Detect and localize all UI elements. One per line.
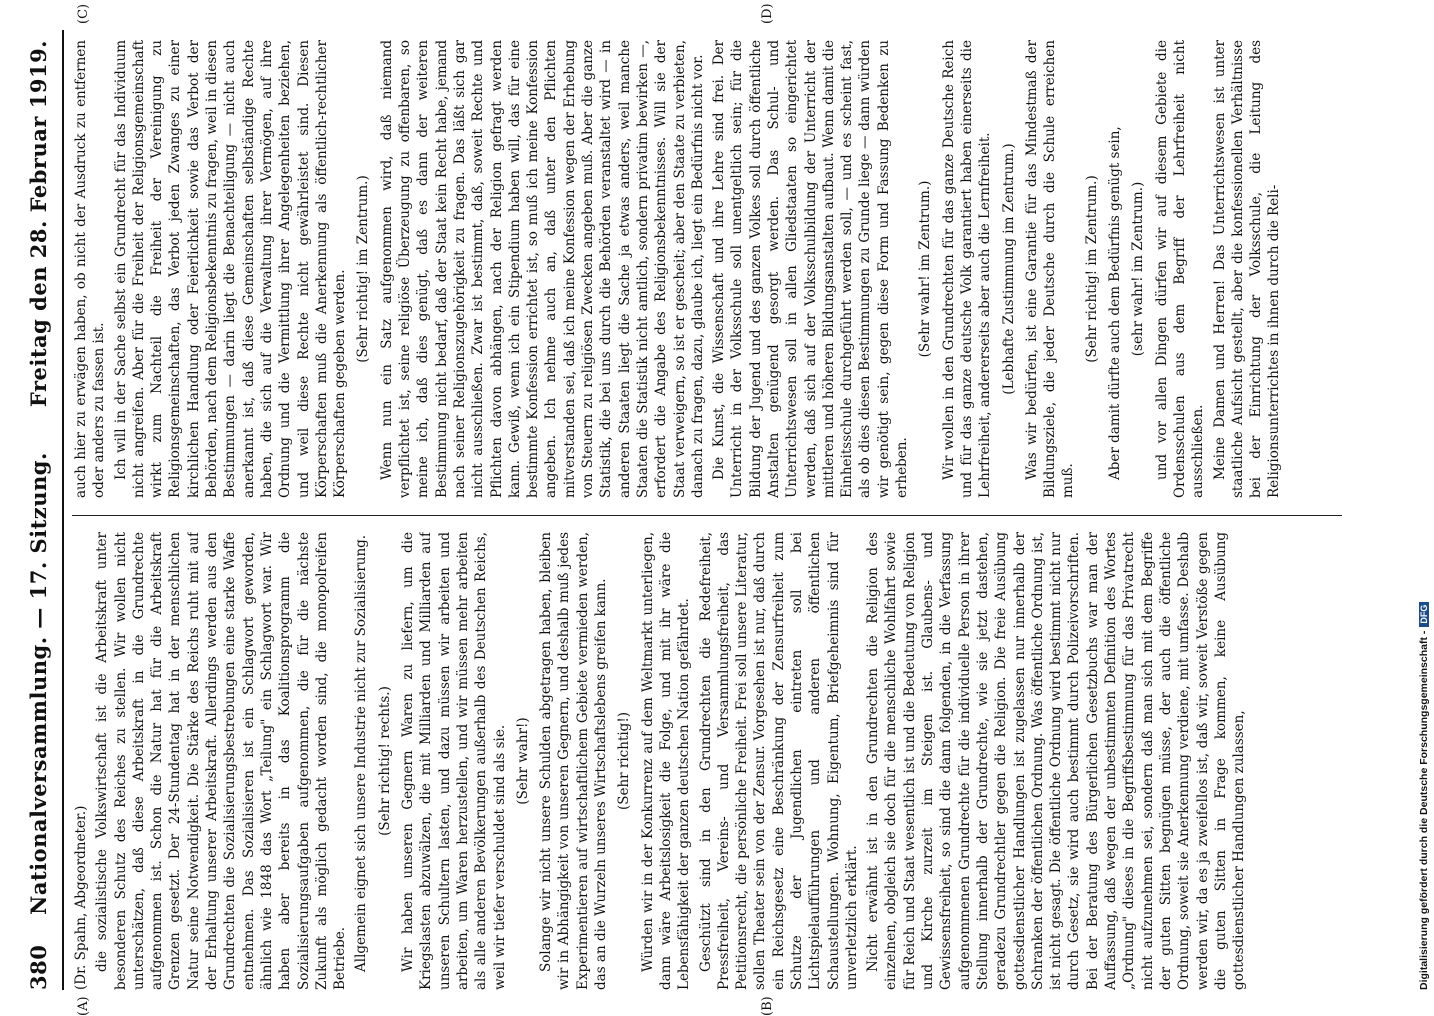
paragraph: Meine Damen und Herren! Das Unterrichtswesen ist unter staatliche Aufsicht gestellt, aber die konfessionellen Verhältnisse bei der Einrichtung der Volksschule, die Leitung des Religionsunterrichtes in ihnen durch die Reli- (1211, 40, 1283, 498)
dfg-logo: DFG (1419, 602, 1429, 627)
paragraph: Allgemein eignet sich unsere Industrie nicht zur Sozialisierung. (353, 534, 370, 972)
paragraph: Würden wir in der Konkurrenz auf dem Weltmarkt unterliegen, dann wäre Arbeitslosigkeit die Folge, und mit ihr wäre die Lebensfähigkeit der ganzen deutschen Nation gefährdet. (639, 532, 693, 990)
text-column-right (72, 40, 1342, 498)
paragraph: Die Kunst, die Wissenschaft und ihre Lehre sind frei. Der Unterricht in der Volksschule soll unentgeltlich sein; für die Bildung der Jugend und des ganzen Volkes soll durch öffentliche Anstalten genügend gesorgt werden. Das Schul- und Unterrichtswesen soll in allen Gliedstaaten so eingerichtet werden, daß sich auf der Volksschulbildung der Unterricht der mittleren und höheren Bildungsanstalten aufbaut. Wenn damit die Einheitsschule durchgeführt werden soll, — und es scheint fast, als ob dies diesen Bestimmungen zu Grunde liege — dann würden wir genötigt sein, gegen diese Form und Fassung Bedenken zu erheben. (711, 40, 911, 498)
paragraph: Ich will in der Sache selbst ein Grundrecht für das Individuum nicht angreifen. Aber für die Freiheit der Religionsgemeinschaft wirkt zum Nachteil die Freiheit der Vereinigung zu Religionsgemeinschaften, das Verbot jeden Zwanges zu einer kirchlichen Handlung oder Feierlichkeit sowie das Verbot der Behörden, nach dem Religionsbekenntnis zu fragen, weil in diesen Bestimmungen — darin liegt die Benachteiligung — nicht auch anerkannt ist, daß diese Gemeinschaften selbständige Rechte haben, die sich auf die Verwaltung ihrer Vermögen, auf ihre Ordnung und die Vermittlung ihrer Angelegenheiten beziehen, und weil diese Rechte nicht gewährleistet sind. Diesen Körperschaften muß die Anerkennung als öffentlich-rechtlicher Körperschaften gegeben werden. (112, 40, 349, 498)
paragraph: auch hier zu erwägen haben, ob nicht der Ausdruck zu entfernen oder anders zu fassen ist. (73, 40, 108, 498)
margin-marker-c: (C) (76, 3, 91, 24)
rotated-page-content (20, 3, 1360, 1016)
paragraph: Nicht erwähnt ist in den Grundrechten die Religion des einzelnen, obgleich sie doch für die menschliche Wohlfahrt sowie für Reich und Staat wesentlich ist und die Bedeutung von Religion und Kirche zurzeit im Steigen ist. Glaubens- und Gewissensfreiheit, so sind die dann folgenden, in die Verfassung aufgenommenen Grundrechte für die individuelle Person in ihrer Stellung innerhalb der Grundrechte, wie sie jetzt dastehen, geradezu Grundrechtler gegen die Religion. Die freie Ausübung gottesdienstlicher Handlungen ist zugelassen nur innerhalb der Schranken der öffentlichen Ordnung. Was öffentliche Ordnung ist, ist nicht gesagt. Die öffentliche Ordnung wird bestimmt nicht nur durch Gesetz, sie wird auch bestimmt durch Polizeivorschriften. Bei der Beratung des Bürgerlichen Gesetzbuchs war man der Auffassung, daß wegen der unbestimmten Definition des Wortes „Ordnung" dieses in die Begriffsbestimmung für das Privatrecht nicht aufzunehmen sei, sondern daß man sich mit dem Begriffe der guten Sitten begnügen müsse, der auch die öffentliche Ordnung, soweit sie Anerkennung verdiene, mit umfasse. Deshalb werden wir, da es ja zweifellos ist, daß wir, soweit Verstöße gegen die guten Sitten in Frage kommen, keine Ausübung gottesdienstlicher Handlungen zulassen, (865, 532, 1248, 990)
header-left-title: Nationalversammlung. — 17. Sitzung. (26, 452, 51, 915)
paragraph: Wenn nun ein Satz aufgenommen wird, daß niemand verpflichtet ist, seine religiöse Überzeugung zu offenbaren, so meine ich, daß dies genügt, daß es dann der weiteren Bestimmung nicht bedarf, daß der Staat kein Recht habe, jemand nach seiner Religionszugehörigkeit zu fragen. Das läßt sich gar nicht ausschließen. Zwar ist bestimmt, daß, soweit Rechte und Pflichten davon abhängen, nach der Religion gefragt werden kann. Gewiß, wenn ich ein Stipendium haben will, das für eine bestimmte Konfession errichtet ist, so muß ich meine Konfession angeben. Ich nehme auch an, daß unter den Pflichten mitverstanden sei, daß ich meine Konfession wegen der Erhebung von Steuern zu religiösen Zwecken angeben muß. Aber die ganze Statistik, die bei uns durch die Behörden veranstaltet wird — in anderen Staaten liegt die Sache ja etwas anders, weil manche Staaten die Statistik nicht amtlich, sondern privatim bewirken —, erfordert die Angabe des Religionsbekenntnisses. Will sie der Staat verweigern, so ist er gescheit; aber den Staate zu verbieten, danach zu fragen, dazu, glaube ich, liegt ein Bedürfnis nicht vor. (378, 40, 706, 498)
interjection: (Sehr richtig! im Zentrum.) (355, 175, 372, 363)
interjection: (Lebhafte Zustimmung im Zentrum.) (1000, 143, 1017, 395)
digitization-credit (1418, 10, 1432, 990)
interjection: (Sehr richtig! im Zentrum.) (1083, 175, 1100, 363)
interjection: (sehr wahr! im Zentrum.) (1130, 181, 1147, 357)
interjection: (Sehr wahr!) (514, 717, 531, 805)
column-separator (72, 515, 1342, 516)
credit-text: Digitalisierung gefördert durch die Deutsche Forschungsgemeinschaft - (1418, 630, 1430, 990)
paragraph: Aber damit dürfte auch dem Bedürfnis genügt sein, (1107, 126, 1124, 480)
speaker-label: (Dr. Spahn, Abgeordneter.) (73, 805, 89, 990)
text-column-left (72, 532, 1342, 990)
page-header (20, 30, 60, 990)
margin-marker-a: (A) (76, 996, 91, 1016)
paragraph: Solange wir nicht unsere Schulden abgetragen haben, bleiben wir in Abhängigkeit von unseren Gegnern, und deshalb muß jedes Experimentieren auf wirtschaftlichem Gebiete vermieden werden, das an die Wurzeln unseres Wirtschaftslebens greifen kann. (538, 532, 610, 990)
page-number: 380 (26, 944, 51, 990)
interjection: (Sehr richtig! rechts.) (376, 686, 393, 836)
header-date: Freitag den 28. Februar 1919. (26, 40, 51, 408)
header-rule (62, 30, 64, 990)
paragraph: und vor allen Dingen dürfen wir auf diesem Gebiete die Ordensschulen aus dem Begriff der Lehrfreiheit nicht ausschließen. (1153, 40, 1207, 498)
paragraph: Wir wollen in den Grundrechten für das ganze Deutsche Reich und für das ganze deutsche Volk garantiert haben einerseits die Lehrfreiheit, andererseits aber auch die Lernfreiheit. (940, 40, 994, 498)
margin-marker-d: (D) (760, 3, 775, 24)
paragraph: Was wir bedürfen, ist eine Garantie für das Mindestmaß der Bildungsziele, die jeder Deutsche durch die Schule erreichen muß. (1023, 40, 1077, 498)
paragraph: Wir haben unseren Gegnern Waren zu liefern, um die Kriegslasten abzuwälzen, die mit Milliarden und Milliarden auf unseren Schultern lasten, und dazu müssen wir arbeiten und arbeiten, um Waren herzustellen, und wir müssen mehr arbeiten als alle anderen Bevölkerungen außerhalb des Deutschen Reichs, weil wir tiefer verschuldet sind als sie. (400, 532, 508, 990)
margin-marker-b: (B) (760, 996, 775, 1016)
interjection: (Sehr wahr! im Zentrum.) (917, 180, 934, 358)
interjection: (Sehr richtig!) (616, 711, 633, 811)
paragraph: Geschützt sind in den Grundrechten die Redefreiheit, Pressfreiheit, Vereins- und Versammlungsfreiheit, das Petitionsrecht, die persönliche Freiheit. Frei soll unsere Literatur, sollen Theater sein von der Zensur. Vorgesehen ist nur, daß durch ein Reichsgesetz eine Beschränkung der Zensurfreiheit zum Schutze der Jugendlichen eintreten soll bei Lichtspielaufführungen und anderen öffentlichen Schaustellungen. Wohnung, Eigentum, Briefgeheimnis sind für unverletzlich erklärt. (697, 532, 860, 990)
paragraph: die sozialistische Volkswirtschaft ist die Arbeitskraft unter besonderen Schutz des Reiches zu stellen. Wir wollen nicht unterschätzen, daß diese Arbeitskraft in die Grundrechte aufgenommen ist. Schon die Natur hat für die Arbeitskraft Grenzen gesetzt. Der 24-Stundentag hat in der menschlichen Natur seine Notwendigkeit. Die Stärke des Reichs ruht mit auf der Erhaltung unserer Arbeitskraft. Allerdings werden aus den Grundrechten die Sozialisierungsbestrebungen eine starke Waffe entnehmen. Das Sozialisieren ist ein Schlagwort geworden, ähnlich wie 1848 das Wort „Teilung" ein Schlagwort war. Wir haben aber bereits in das Koalitionsprogramm die Sozialisierungsaufgaben aufgenommen, die für die nächste Zukunft als möglich gedacht worden sind, die monopolreifen Betriebe. (94, 532, 349, 990)
